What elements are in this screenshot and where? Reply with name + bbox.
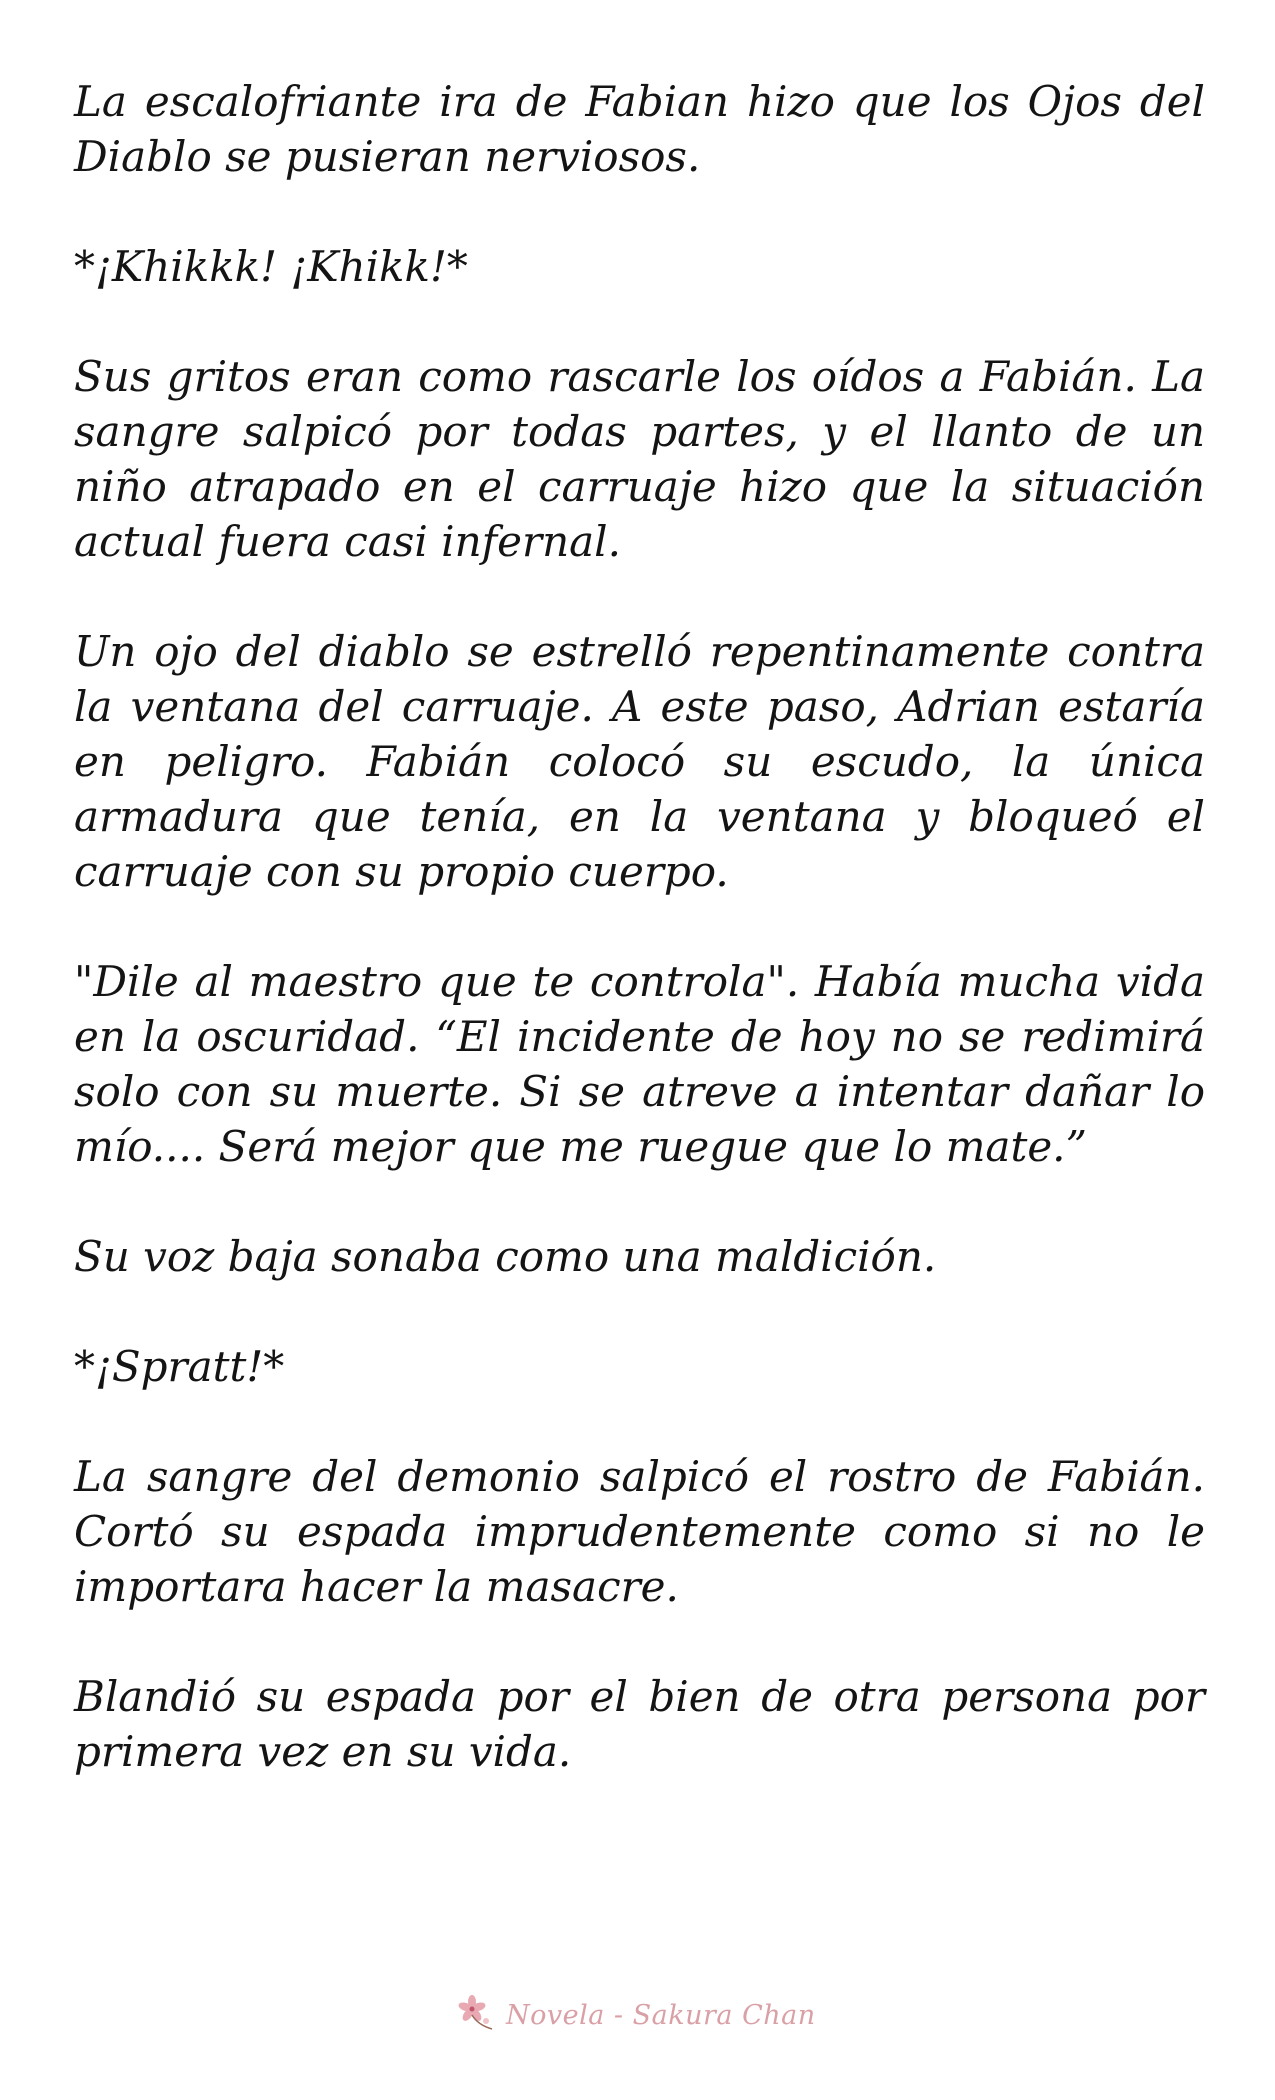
paragraph: Su voz baja sonaba como una maldición. bbox=[74, 1232, 937, 1281]
sound-effect: *¡Khikkk! ¡Khikk!* bbox=[74, 242, 468, 291]
paragraph: Sus gritos eran como rascarle los oídos a Fabián. La sangre salpicó por todas partes, y el llanto de un niño atrapado en el carruaje hizo que la situación actual fuera casi infernal. bbox=[74, 352, 1205, 566]
paragraph: "Dile al maestro que te controla". Había mucha vida en la oscuridad. “El incidente de hoy no se redimirá solo con su muerte. Si se atreve a intentar dañar lo mío.... Será mejor que me ruegue que lo mate.” bbox=[74, 957, 1205, 1171]
sound-effect: *¡Spratt!* bbox=[74, 1342, 285, 1391]
watermark bbox=[458, 1993, 838, 2037]
paragraph: Blandió su espada por el bien de otra persona por primera vez en su vida. bbox=[74, 1672, 1205, 1776]
paragraph: La escalofriante ira de Fabian hizo que los Ojos del Diablo se pusieran nerviosos. bbox=[74, 77, 1205, 181]
sakura-flower-icon bbox=[458, 1995, 498, 2035]
story-text bbox=[74, 74, 1205, 1834]
paragraph: Un ojo del diablo se estrelló repentinamente contra la ventana del carruaje. A este paso, Adrian estaría en peligro. Fabián colocó su escudo, la única armadura que tenía, en la ventana y bloqueó el carruaje con su propio cuerpo. bbox=[74, 627, 1205, 896]
watermark-text: Novela - Sakura Chan bbox=[506, 1999, 816, 2031]
paragraph: La sangre del demonio salpicó el rostro de Fabián. Cortó su espada imprudentemente como si no le importara hacer la masacre. bbox=[74, 1452, 1205, 1611]
